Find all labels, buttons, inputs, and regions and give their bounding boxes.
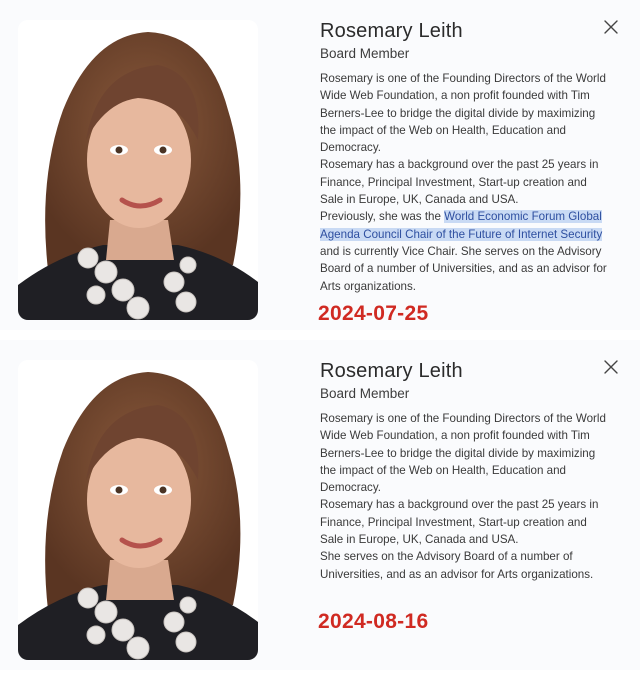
member-role: Board Member xyxy=(320,46,410,61)
profile-card-before xyxy=(0,0,640,330)
close-button[interactable] xyxy=(604,20,622,38)
bio-paragraph: Rosemary is one of the Founding Directors of the World Wide Web Foundation, a non profit founded with Tim Berners-Lee to bridge the digital divide by maximizing the impact of the Web on Health, Education and Democracy. xyxy=(320,72,606,155)
close-icon xyxy=(604,360,618,374)
highlighted-text: World Economic Forum Global Agenda Council Chair of the Future of Internet Security xyxy=(320,210,603,241)
portrait-photo xyxy=(18,360,258,660)
portrait-illustration xyxy=(18,20,258,320)
portrait-photo xyxy=(18,20,258,320)
bio-text: Previously, she was the xyxy=(320,210,445,224)
bio-paragraph: Rosemary has a background over the past 25 years in Finance, Principal Investment, Start-up creation and Sale in Europe, UK, Canada and USA. xyxy=(320,158,599,207)
bio-text: and is currently Vice Chair. She serves on the Advisory Board of a number of Universities, and as an advisor for Arts organizations. xyxy=(320,244,607,293)
bio-paragraph: She serves on the Advisory Board of a number of Universities, and as an advisor for Arts organizations. xyxy=(320,550,594,581)
close-icon xyxy=(604,20,618,34)
portrait-illustration xyxy=(18,360,258,660)
close-button[interactable] xyxy=(604,360,622,378)
member-name: Rosemary Leith xyxy=(320,20,463,42)
member-role: Board Member xyxy=(320,386,410,401)
bio-paragraph xyxy=(320,208,610,294)
member-name: Rosemary Leith xyxy=(320,360,463,382)
date-label: 2024-07-25 xyxy=(318,302,429,325)
bio-paragraph: Rosemary is one of the Founding Directors of the World Wide Web Foundation, a non profit founded with Tim Berners-Lee to bridge the digital divide by maximizing the impact of the Web on Health, Education and Democracy. xyxy=(320,412,606,495)
member-bio xyxy=(320,410,610,583)
date-label: 2024-08-16 xyxy=(318,610,429,633)
member-bio xyxy=(320,70,610,295)
bio-paragraph: Rosemary has a background over the past 25 years in Finance, Principal Investment, Start-up creation and Sale in Europe, UK, Canada and USA. xyxy=(320,498,599,547)
profile-card-after xyxy=(0,340,640,670)
